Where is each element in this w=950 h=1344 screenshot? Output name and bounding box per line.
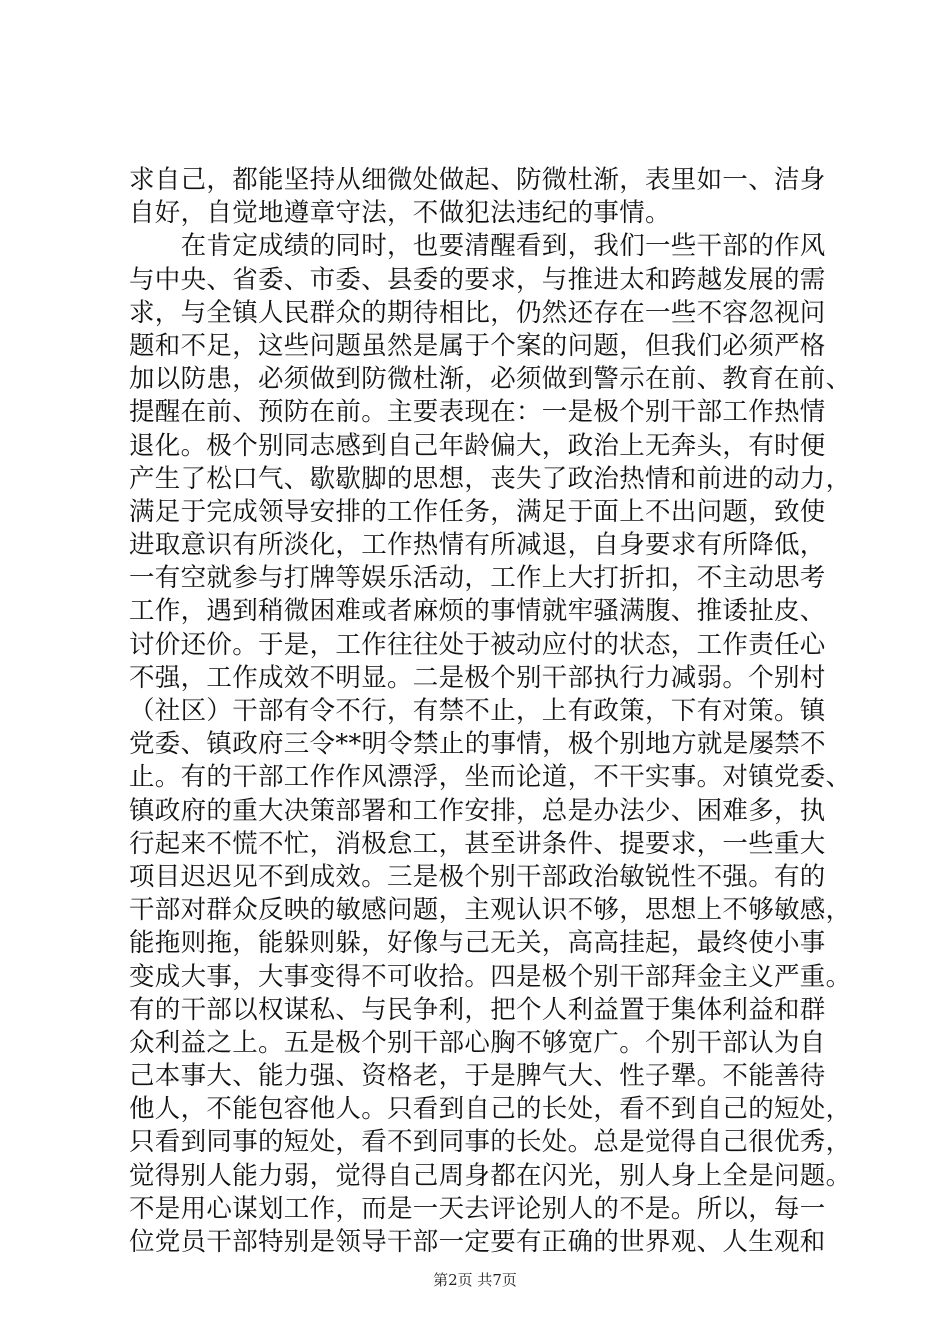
text-line: 题和不足，这些问题虽然是属于个案的问题，但我们必须严格 bbox=[129, 330, 826, 361]
text-line: 己本事大、能力强、资格老，于是脾气大、性子犟。不能善待 bbox=[129, 1061, 826, 1092]
text-line: 只看到同事的短处，看不到同事的长处。总是觉得自己很优秀， bbox=[129, 1127, 852, 1158]
text-line: 讨价还价。于是，工作往往处于被动应付的状态，工作责任心 bbox=[129, 629, 826, 660]
text-line: 能拖则拖，能躲则躲，好像与己无关，高高挂起，最终使小事 bbox=[129, 928, 826, 959]
text-line: 产生了松口气、歇歇脚的思想，丧失了政治热情和前进的动力， bbox=[129, 463, 852, 494]
text-line: 他人，不能包容他人。只看到自己的长处，看不到自己的短处， bbox=[129, 1094, 852, 1125]
text-line: 自好，自觉地遵章守法，不做犯法违纪的事情。 bbox=[129, 198, 671, 229]
text-line: 干部对群众反映的敏感问题，主观认识不够，思想上不够敏感， bbox=[129, 895, 852, 926]
text-line: 在肯定成绩的同时，也要清醒看到，我们一些干部的作风 bbox=[129, 231, 826, 262]
text-line: 觉得别人能力弱，觉得自己周身都在闪光，别人身上全是问题。 bbox=[129, 1160, 852, 1191]
text-line: 进取意识有所淡化，工作热情有所减退，自身要求有所降低， bbox=[129, 530, 826, 561]
text-line: 项目迟迟见不到成效。三是极个别干部政治敏锐性不强。有的 bbox=[129, 861, 826, 892]
text-line: 镇政府的重大决策部署和工作安排，总是办法少、困难多，执 bbox=[129, 795, 826, 826]
text-line: 提醒在前、预防在前。主要表现在：一是极个别干部工作热情 bbox=[129, 397, 826, 428]
text-line: 众利益之上。五是极个别干部心胸不够宽广。个别干部认为自 bbox=[129, 1027, 826, 1058]
text-line: 与中央、省委、市委、县委的要求，与推进太和跨越发展的需 bbox=[129, 264, 826, 295]
text-line: 有的干部以权谋私、与民争利，把个人利益置于集体利益和群 bbox=[129, 994, 826, 1025]
text-line: 加以防患，必须做到防微杜渐，必须做到警示在前、教育在前、 bbox=[129, 364, 852, 395]
text-line: 工作，遇到稍微困难或者麻烦的事情就牢骚满腹、推诿扯皮、 bbox=[129, 596, 826, 627]
text-line: 不是用心谋划工作，而是一天去评论别人的不是。所以，每一 bbox=[129, 1193, 826, 1224]
text-line: 满足于完成领导安排的工作任务，满足于面上不出问题，致使 bbox=[129, 496, 826, 527]
page-footer: 第2页 共7页 bbox=[433, 1271, 517, 1289]
text-line: （社区）干部有令不行，有禁不止，上有政策，下有对策。镇 bbox=[129, 696, 826, 726]
text-line: 不强，工作成效不明显。二是极个别干部执行力减弱。个别村 bbox=[129, 662, 826, 693]
text-line: 退化。极个别同志感到自己年龄偏大，政治上无奔头，有时便 bbox=[129, 430, 826, 461]
text-line: 位党员干部特别是领导干部一定要有正确的世界观、人生观和 bbox=[129, 1227, 826, 1257]
text-line: 止。有的干部工作作风漂浮，坐而论道，不干实事。对镇党委、 bbox=[129, 762, 852, 793]
text-line: 党委、镇政府三令**明令禁止的事情，极个别地方就是屡禁不 bbox=[129, 729, 826, 760]
text-line: 变成大事，大事变得不可收拾。四是极个别干部拜金主义严重。 bbox=[129, 961, 852, 992]
text-line: 求自己，都能坚持从细微处做起、防微杜渐，表里如一、洁身 bbox=[129, 165, 826, 195]
document-body bbox=[129, 164, 852, 1259]
text-line: 行起来不慌不忙，消极怠工，甚至讲条件、提要求，一些重大 bbox=[129, 828, 826, 859]
text-line: 求，与全镇人民群众的期待相比，仍然还存在一些不容忽视问 bbox=[129, 297, 826, 328]
text-line: 一有空就参与打牌等娱乐活动，工作上大打折扣，不主动思考 bbox=[129, 563, 826, 594]
